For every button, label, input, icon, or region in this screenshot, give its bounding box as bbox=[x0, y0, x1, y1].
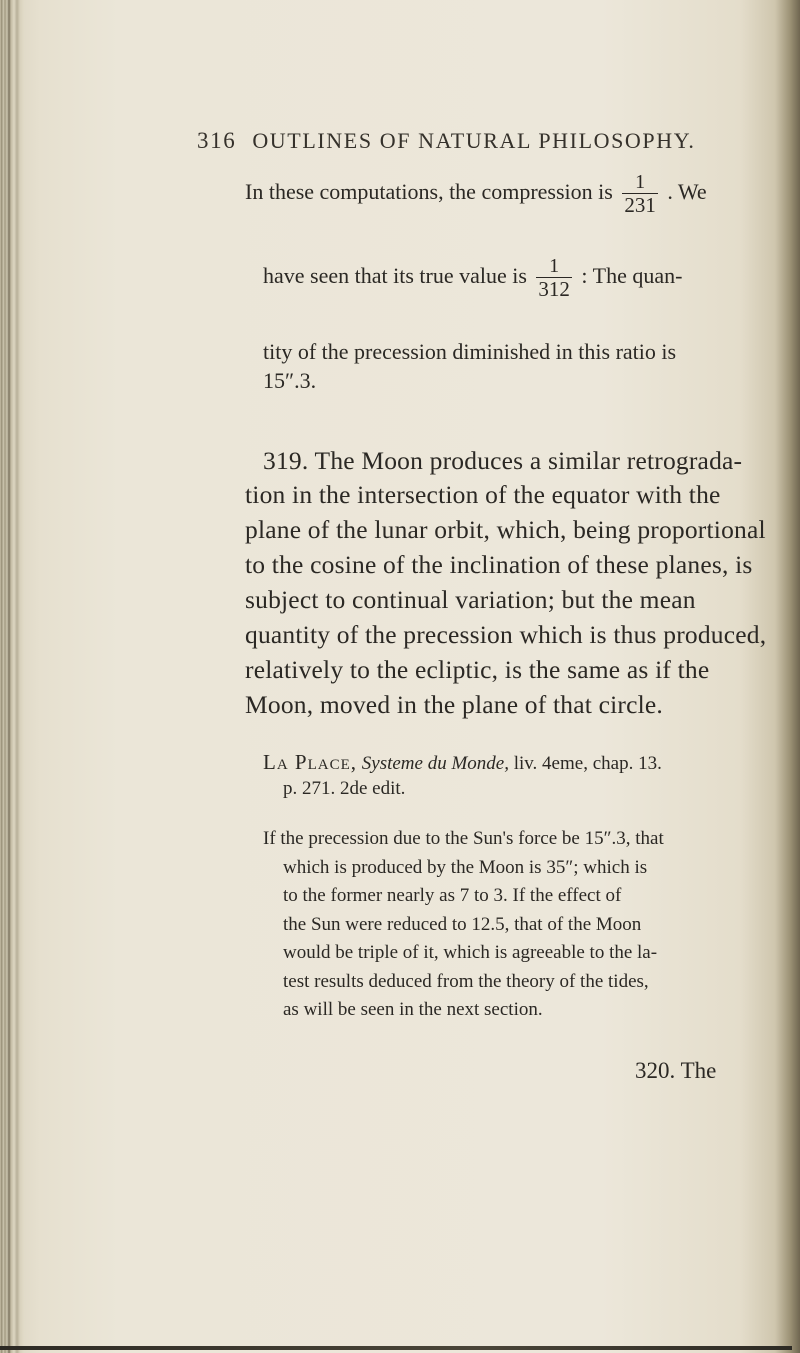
page-binding-edge bbox=[0, 0, 24, 1353]
article-319-line-6: quantity of the precession which is thus produced, bbox=[245, 620, 767, 649]
article-319-line-2: tion in the intersection of the equator with the bbox=[245, 480, 721, 509]
note-line-4: the Sun were reduced to 12.5, that of the Moon bbox=[283, 914, 642, 935]
citation-rest: liv. 4eme, chap. 13. bbox=[513, 753, 662, 774]
running-header bbox=[197, 128, 696, 154]
continuation-line-2-end: : The quan- bbox=[581, 263, 683, 289]
article-319-line-7: relatively to the ecliptic, is the same as if the bbox=[245, 655, 710, 684]
article-319-line-8: Moon, moved in the plane of that circle. bbox=[245, 690, 664, 719]
note-line-1: If the precession due to the Sun's force be 15″.3, that bbox=[263, 828, 664, 849]
continuation-line-4: 15″.3. bbox=[263, 368, 317, 393]
article-319-line-4: to the cosine of the inclination of these planes, is bbox=[245, 550, 753, 579]
continuation-line-2 bbox=[263, 256, 682, 300]
continuation-line-3: tity of the precession diminished in this ratio is bbox=[263, 339, 677, 364]
fraction-numerator: 1 bbox=[635, 171, 646, 193]
continuation-line-1-end: . We bbox=[667, 179, 707, 205]
fraction-1-312 bbox=[536, 256, 572, 300]
fraction-1-231 bbox=[622, 172, 658, 216]
citation-work: Systeme du Monde, bbox=[361, 753, 509, 774]
fraction-denominator: 231 bbox=[624, 193, 656, 217]
continuation-line-1-text: In these computations, the compression is bbox=[245, 179, 613, 205]
article-319-line-1: 319. The Moon produces a similar retrograda- bbox=[263, 446, 743, 475]
article-319-line-5: subject to continual variation; but the mean bbox=[245, 585, 696, 614]
note-line-7: as will be seen in the next section. bbox=[283, 999, 543, 1020]
running-title: OUTLINES OF NATURAL PHILOSOPHY. bbox=[252, 128, 696, 153]
article-319-line-3: plane of the lunar orbit, which, being proportional bbox=[245, 515, 766, 544]
continuation-line-2-text: have seen that its true value is bbox=[263, 263, 527, 289]
note-line-2: which is produced by the Moon is 35″; which is bbox=[283, 857, 648, 878]
note-line-5: would be triple of it, which is agreeable to the la- bbox=[283, 942, 658, 963]
citation-author: La Place, bbox=[263, 750, 358, 774]
fraction-numerator: 1 bbox=[549, 255, 560, 277]
note-line-6: test results deduced from the theory of the tides, bbox=[283, 971, 649, 992]
page-number: 316 bbox=[197, 128, 237, 153]
catchword: 320. The bbox=[635, 1058, 717, 1083]
bottom-edge-rule bbox=[0, 1346, 792, 1350]
citation-line-2: p. 271. 2de edit. bbox=[283, 778, 406, 799]
continuation-line-1 bbox=[245, 172, 707, 216]
citation-line-1 bbox=[263, 750, 662, 775]
note-line-3: to the former nearly as 7 to 3. If the effect of bbox=[283, 885, 622, 906]
fraction-denominator: 312 bbox=[538, 277, 570, 301]
